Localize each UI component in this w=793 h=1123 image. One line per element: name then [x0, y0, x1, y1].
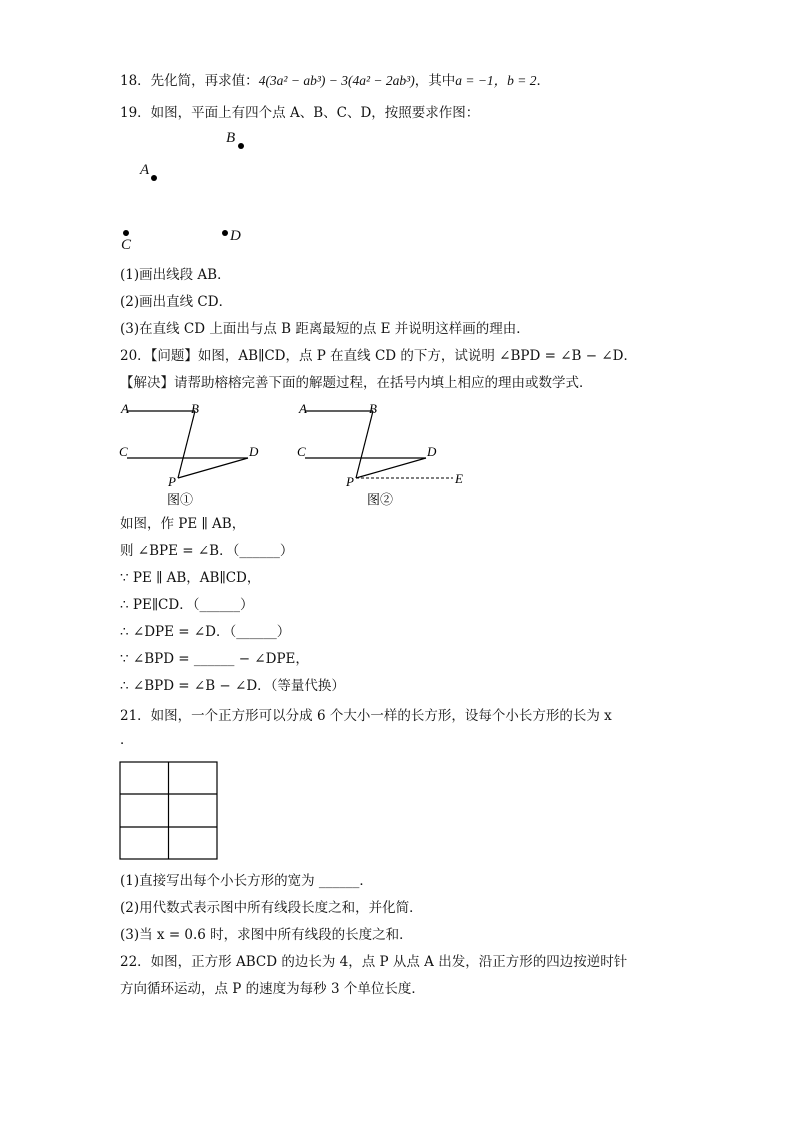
fig2-label-c: C	[297, 444, 306, 459]
q21-grid-figure	[119, 761, 219, 861]
fig1-label-b: B	[191, 401, 199, 416]
q19-point-a-label: A	[140, 162, 150, 178]
fig1-label-c: C	[119, 444, 128, 459]
fig1-label-d: D	[249, 444, 259, 459]
q20-figure-1	[119, 401, 259, 507]
q20-problem: 20．【问题】如图，AB∥CD，点 P 在直线 CD 的下方，试说明 ∠BPD = ∠B − ∠D．	[120, 348, 637, 364]
q20-step-2: 则 ∠BPE = ∠B．（______）	[120, 543, 294, 559]
q20-figure-2	[297, 401, 463, 507]
q22-line-1: 22．如图，正方形 ABCD 的边长为 4，点 P 从点 A 出发，沿正方形的四边按逆时针	[120, 954, 628, 970]
fig1-caption: 图①	[167, 492, 194, 507]
fig2-label-b: B	[369, 401, 377, 416]
q20-figures	[115, 398, 475, 510]
fig2-label-e: E	[455, 471, 463, 486]
fig2-line-bp	[356, 411, 373, 478]
q21-heading: 21．如图，一个正方形可以分成 6 个大小一样的长方形，设每个小长方形的长为 x	[120, 708, 612, 724]
q19-point-d	[222, 230, 228, 236]
q19-point-c	[123, 230, 129, 236]
q19-point-b-label: B	[226, 130, 236, 146]
fig2-label-a: A	[299, 401, 307, 416]
q19-point-a	[151, 175, 157, 181]
fig1-label-a: A	[121, 401, 129, 416]
fig2-label-d: D	[427, 444, 437, 459]
fig1-label-p: P	[168, 474, 176, 489]
q19-point-c-label: C	[121, 237, 132, 253]
fig2-caption: 图②	[367, 492, 394, 507]
q21-item-3: (3)当 x = 0.6 时，求图中所有线段的长度之和．	[120, 927, 413, 943]
q19-point-d-label: D	[230, 228, 241, 244]
q18-line	[120, 71, 550, 91]
q20-step-5: ∴ ∠DPE = ∠D．（______）	[120, 624, 291, 640]
q20-step-1: 如图，作 PE ∥ AB，	[120, 516, 246, 532]
q21-item-1: (1)直接写出每个小长方形的宽为 ______．	[120, 873, 373, 889]
q20-step-7: ∴ ∠BPD = ∠B − ∠D．（等量代换）	[120, 678, 345, 694]
q20-step-4: ∴ PE∥CD．（______）	[120, 597, 254, 613]
q20-step-6: ∵ ∠BPD = ______ − ∠DPE，	[120, 651, 309, 667]
q21-item-2: (2)用代数式表示图中所有线段长度之和，并化简．	[120, 900, 423, 916]
fig1-line-bp	[178, 411, 195, 478]
q18-expression: 4(3a² − ab³) − 3(4a² − 2ab³)	[258, 73, 415, 88]
q20-step-3: ∵ PE ∥ AB，AB∥CD，	[120, 570, 261, 586]
q19-heading: 19．如图，平面上有四个点 A、B、C、D，按照要求作图：	[120, 105, 480, 121]
fig2-label-p: P	[346, 474, 354, 489]
q18-end: ．	[536, 73, 551, 89]
fig2-line-pd	[356, 458, 426, 478]
q21-heading-tail: ．	[120, 732, 134, 748]
q19-item-2: (2)画出直线 CD．	[120, 294, 233, 310]
q19-item-3: (3)在直线 CD 上面出与点 B 距离最短的点 E 并说明这样画的理由．	[120, 321, 530, 337]
q19-point-b	[238, 143, 244, 149]
fig1-line-pd	[178, 458, 248, 478]
q22-line-2: 方向循环运动，点 P 的速度为每秒 3 个单位长度．	[120, 981, 425, 997]
q20-solve-instruction: 【解决】请帮助榕榕完善下面的解题过程，在括号内填上相应的理由或数学式．	[120, 375, 593, 391]
q18-condition: a = −1，b = 2	[455, 73, 537, 88]
q19-item-1: (1)画出线段 AB．	[120, 267, 231, 283]
q18-prefix: 18．先化简，再求值：	[120, 73, 259, 89]
q18-mid: ，其中	[414, 73, 456, 89]
